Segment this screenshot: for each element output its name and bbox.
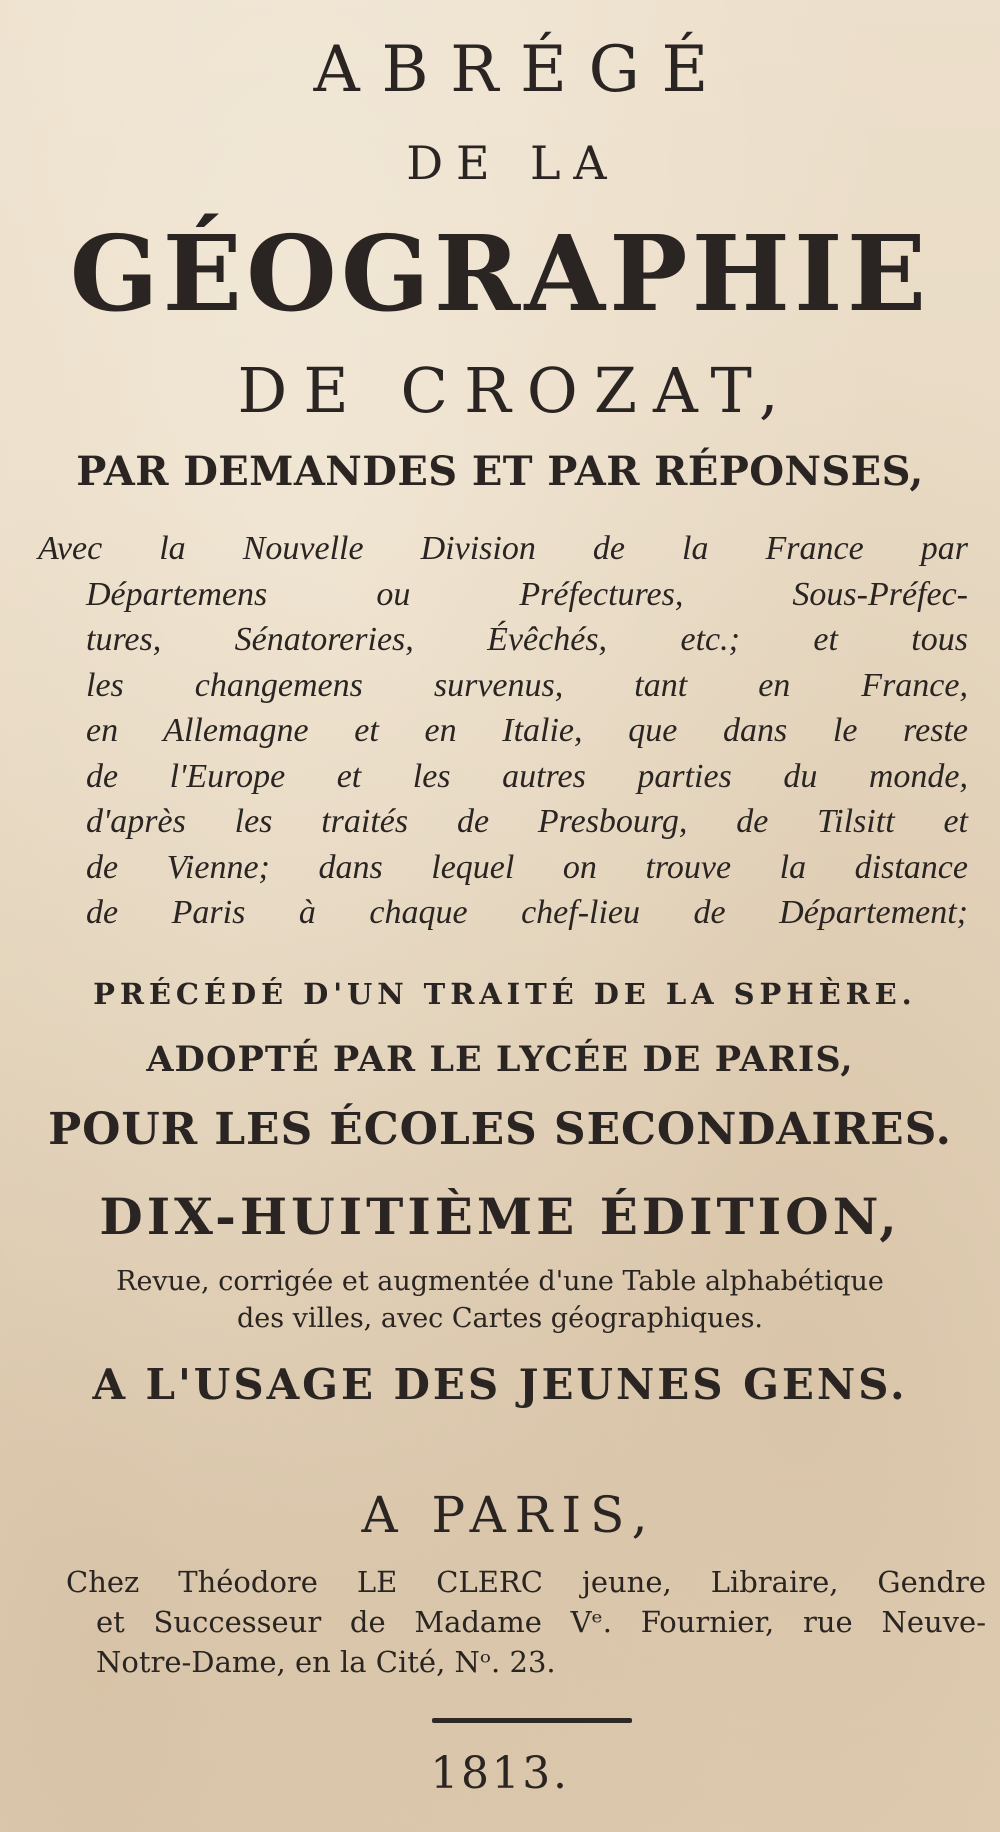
description-line: de l'Europe et les autres parties du monde, [86,757,968,795]
description-line: en Allemagne et en Italie, que dans le reste [86,712,968,749]
title-abrege: ABRÉGÉ [313,33,731,107]
title-geographie: GÉOGRAPHIE [69,212,931,335]
divider-rule [432,1718,632,1723]
description-line: d'après les traités de Presbourg, de Tilsitt et [86,803,968,840]
description-line: tures, Sénatoreries, Évêchés, etc.; et tous [86,621,968,658]
description-line: Avec la Nouvelle Division de la France par [38,530,968,567]
audience-statement: A L'USAGE DES JEUNES GENS. [92,1360,908,1409]
description-paragraph [38,526,968,936]
edition-note-line-1: Revue, corrigée et augmentée d'une Table alphabétique [116,1266,884,1297]
edition-statement: DIX-HUITIÈME ÉDITION, [99,1187,901,1246]
description-line: Départemens ou Préfectures, Sous-Préfec- [86,575,968,613]
title-de-crozat: DE CROZAT, [237,354,795,427]
publication-year: 1813. [430,1748,570,1799]
publisher-line: Notre-Dame, en la Cité, Nᵒ. 23. [96,1645,556,1679]
subtitle-ecoles-secondaires: POUR LES ÉCOLES SECONDAIRES. [48,1104,952,1155]
description-line: les changemens survenus, tant en France, [86,666,968,704]
subtitle-traite-sphere: PRÉCÉDÉ D'UN TRAITÉ DE LA SPHÈRE. [93,977,917,1011]
imprint-place: A PARIS, [361,1486,657,1544]
publisher-line: et Successeur de Madame Vᵉ. Fournier, rue Neuve- [96,1605,986,1639]
description-line: de Vienne; dans lequel on trouve la distance [86,848,968,886]
publisher-line: Chez Théodore LE CLERC jeune, Libraire, Gendre [66,1565,986,1599]
description-line: de Paris à chaque chef-lieu de Département; [86,894,968,931]
title-de-la: DE LA [406,136,620,190]
subtitle-adopte-lycee: ADOPTÉ PAR LE LYCÉE DE PARIS, [146,1039,854,1080]
subtitle-demandes-reponses: PAR DEMANDES ET PAR RÉPONSES, [76,448,924,495]
edition-note-line-2: des villes, avec Cartes géographiques. [236,1303,764,1334]
